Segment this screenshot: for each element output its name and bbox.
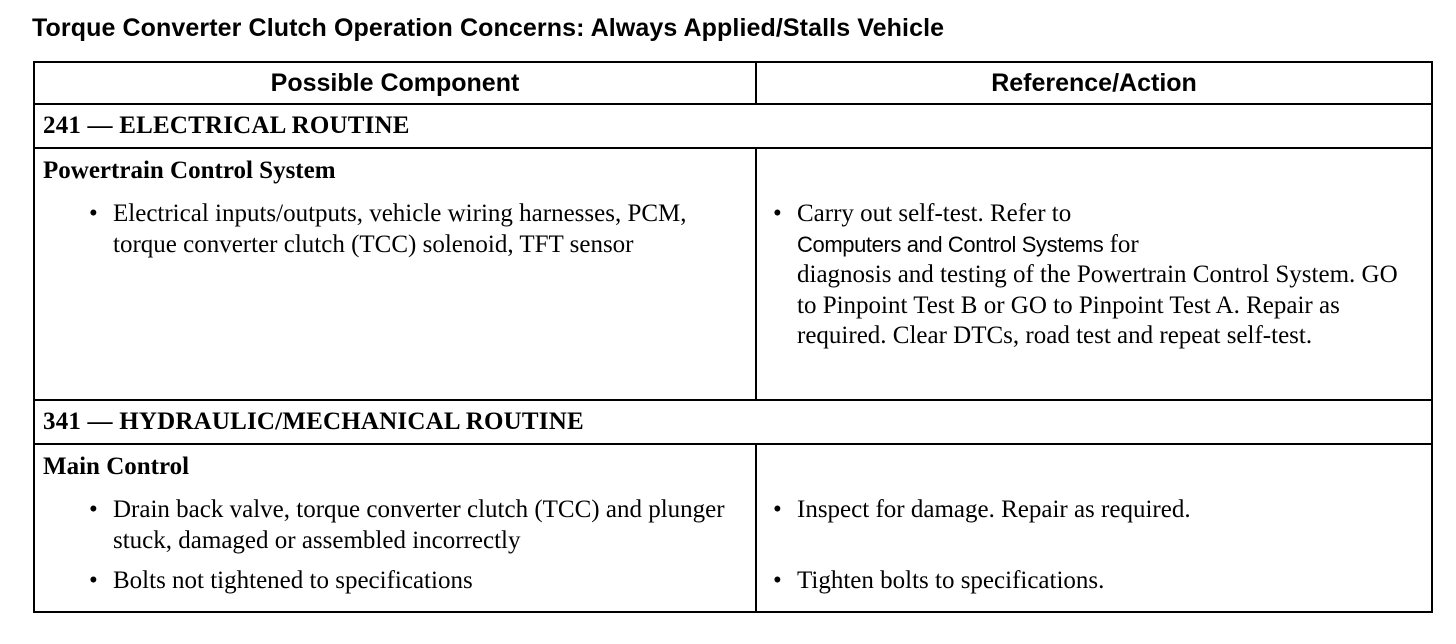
action-text: Tighten bolts to specifications. bbox=[797, 567, 1105, 594]
bullet-marker: • bbox=[89, 200, 98, 227]
table-row bbox=[34, 444, 1432, 612]
bullet-marker: • bbox=[773, 496, 782, 523]
component-bullet-item bbox=[43, 566, 745, 597]
component-heading: Powertrain Control System bbox=[43, 157, 336, 184]
component-bullet-item bbox=[43, 495, 745, 556]
action-text: diagnosis and testing of the Powertrain Control System. GO to Pinpoint Test B or GO to Pinpoint Test A. Repair as required. Clear DTCs, road test and repeat self-test. bbox=[797, 261, 1398, 349]
routine-heading-electrical: 241 — ELECTRICAL ROUTINE bbox=[34, 104, 1432, 148]
cross-reference-link[interactable]: Computers and Control Systems bbox=[797, 231, 1104, 257]
table-row bbox=[34, 148, 1432, 400]
component-bullet-text: Drain back valve, torque converter clutch (TCC) and plunger stuck, damaged or assembled incorrectly bbox=[113, 496, 725, 554]
page-title: Torque Converter Clutch Operation Concerns: Always Applied/Stalls Vehicle bbox=[32, 14, 945, 42]
column-header-reference-action: Reference/Action bbox=[756, 62, 1432, 104]
action-cell bbox=[756, 148, 1432, 400]
component-bullet-item bbox=[43, 199, 745, 260]
routine-heading-hydraulic-mechanical: 341 — HYDRAULIC/MECHANICAL ROUTINE bbox=[34, 400, 1432, 444]
component-cell bbox=[34, 148, 756, 400]
bullet-marker: • bbox=[773, 200, 782, 227]
table-header-row bbox=[34, 62, 1432, 104]
action-text: Inspect for damage. Repair as required. bbox=[797, 496, 1191, 523]
action-text: Carry out self-test. Refer to bbox=[797, 200, 1072, 227]
action-cell bbox=[756, 444, 1432, 612]
bullet-marker: • bbox=[89, 567, 98, 594]
routine-row-electrical bbox=[34, 104, 1432, 148]
column-header-possible-component: Possible Component bbox=[34, 62, 756, 104]
component-cell bbox=[34, 444, 756, 612]
diagnostic-table bbox=[33, 61, 1433, 613]
routine-row-hydraulic-mechanical bbox=[34, 400, 1432, 444]
component-bullet-text: Electrical inputs/outputs, vehicle wiring harnesses, PCM, torque converter clutch (TCC) solenoid, TFT sensor bbox=[113, 200, 687, 258]
action-bullet-item bbox=[773, 566, 1421, 597]
action-bullet-item bbox=[773, 495, 1421, 556]
action-text: for bbox=[1109, 230, 1139, 258]
bullet-marker: • bbox=[89, 496, 98, 523]
action-bullet-item bbox=[773, 199, 1421, 352]
bullet-marker: • bbox=[773, 567, 782, 594]
component-bullet-text: Bolts not tightened to specifications bbox=[113, 567, 473, 594]
component-heading: Main Control bbox=[43, 453, 190, 480]
